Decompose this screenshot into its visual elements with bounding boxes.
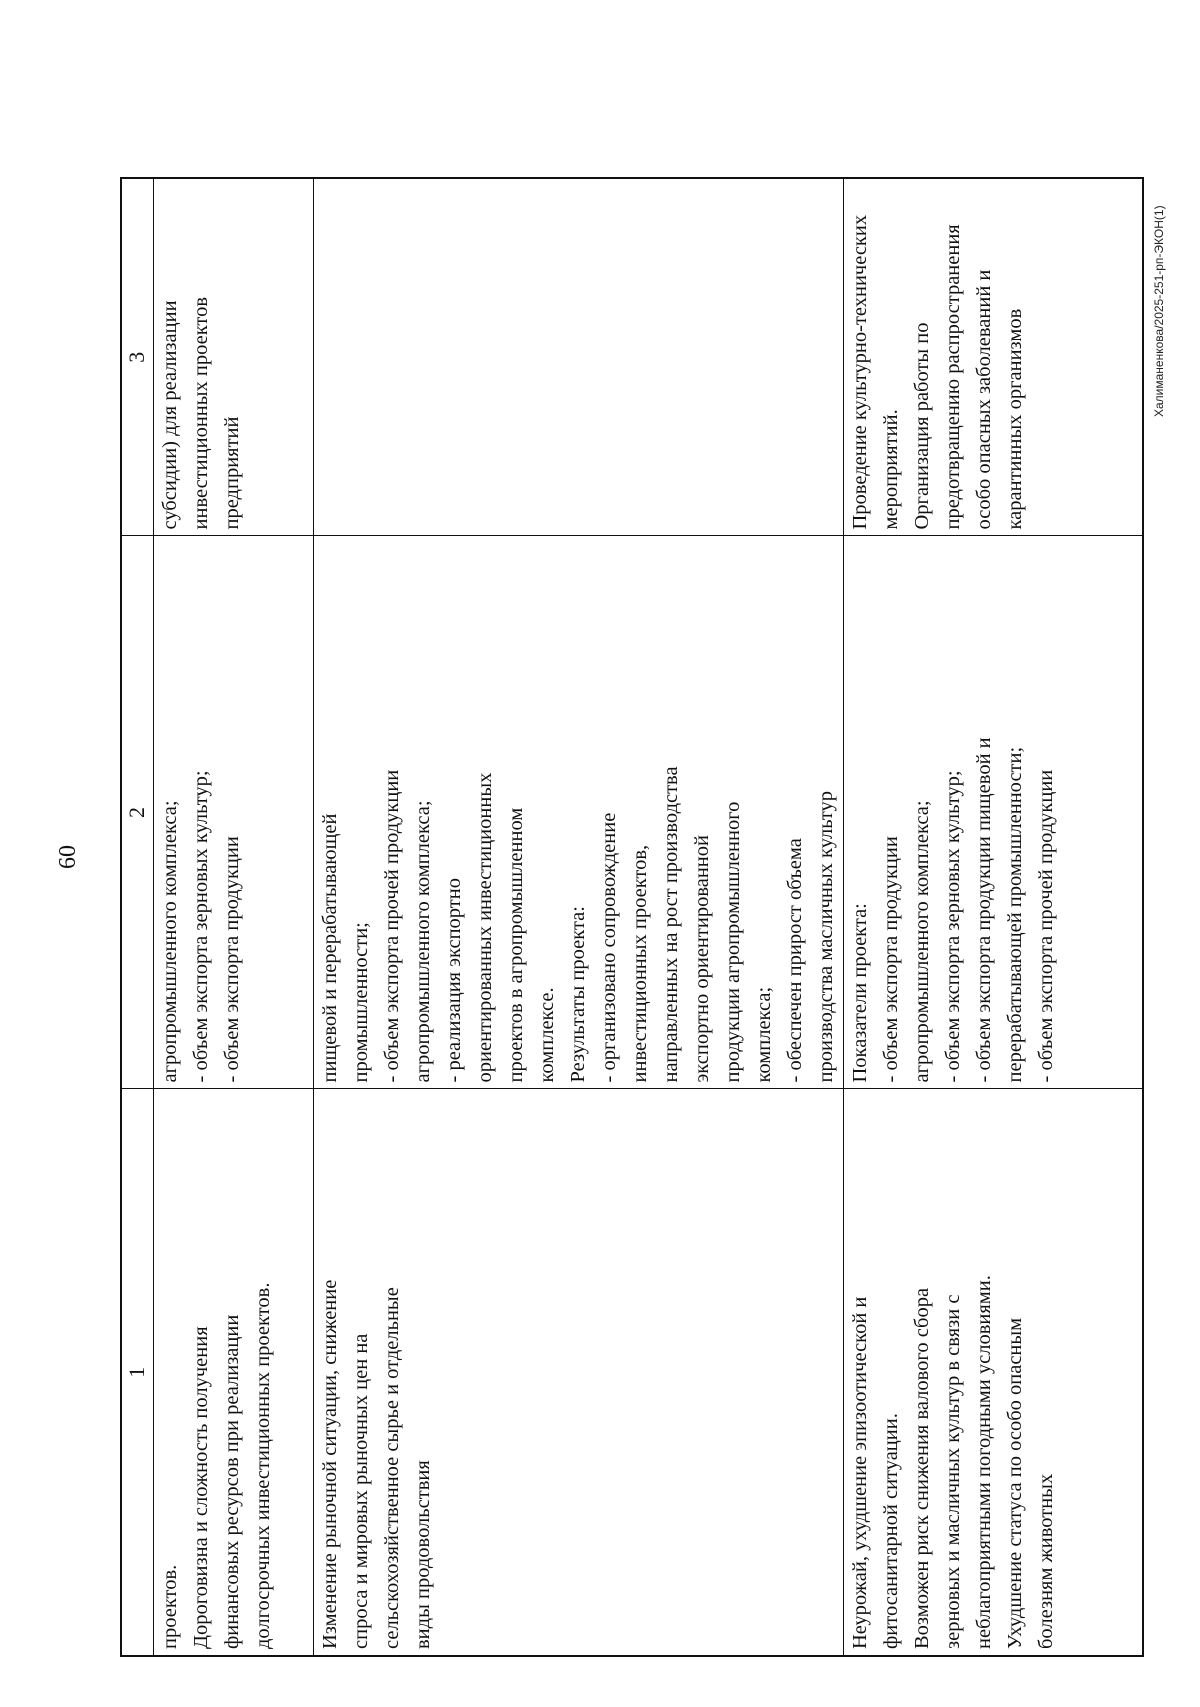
column-header-3: 3 xyxy=(121,178,153,536)
page-number: 60 xyxy=(55,845,81,869)
table-row xyxy=(313,178,843,1656)
text-line: предотвращению распространения xyxy=(941,224,964,530)
risk-description-cell xyxy=(843,1089,1143,1656)
text-line: зерновых и масличных культур в связи с xyxy=(941,1294,964,1649)
text-line: агропромышленного комплекса; xyxy=(411,800,434,1083)
text-line: спроса и мировых рыночных цен на xyxy=(349,1333,372,1649)
text-line: Изменение рыночной ситуации, снижение xyxy=(318,1279,341,1649)
text-line: направленных на рост производства xyxy=(659,766,682,1083)
text-line: Ухудшение статуса по особо опасным xyxy=(1003,1317,1026,1649)
text-line: - объем экспорта продукции xyxy=(879,836,902,1083)
text-line: продукции агропромышленного xyxy=(721,801,744,1083)
text-line: субсидии) для реализации xyxy=(158,300,181,530)
table-row xyxy=(843,178,1143,1656)
text-line: проектов. xyxy=(158,1564,181,1649)
text-line: Показатели проекта: xyxy=(848,903,871,1083)
measures-cell xyxy=(843,178,1143,536)
indicators-cell xyxy=(153,536,313,1089)
text-line: финансовых ресурсов при реализации xyxy=(220,1314,243,1649)
text-line: - реализация экспортно xyxy=(442,878,465,1083)
text-line: - объем экспорта зерновых культур; xyxy=(189,770,212,1083)
text-line: карантинных организмов xyxy=(1003,308,1026,530)
text-line: Возможен риск снижения валового сбора xyxy=(910,1287,933,1649)
text-line: - организовано сопровождение xyxy=(597,812,620,1083)
text-line: - обеспечен прирост объема xyxy=(783,838,806,1083)
text-line: комплексе. xyxy=(535,987,558,1083)
text-line: экспортно ориентированной xyxy=(690,835,713,1083)
text-line: Организация работы по xyxy=(910,322,933,530)
text-line: виды продовольствия xyxy=(411,1460,434,1649)
text-line: особо опасных заболеваний и xyxy=(972,269,995,530)
risk-table xyxy=(120,177,1144,1657)
risk-description-cell xyxy=(153,1089,313,1656)
risk-description-cell xyxy=(313,1089,843,1656)
text-line: перерабатывающей промышленности; xyxy=(1003,746,1026,1083)
text-line: мероприятий. xyxy=(879,409,902,530)
text-line: - объем экспорта продукции xyxy=(220,836,243,1083)
text-line: - объем экспорта зерновых культур; xyxy=(941,770,964,1083)
text-line: ориентированных инвестиционных xyxy=(473,772,496,1083)
text-line: агропромышленного комплекса; xyxy=(910,800,933,1083)
text-line: Проведение культурно-технических xyxy=(848,214,871,530)
text-line: инвестиционных проектов, xyxy=(628,844,651,1083)
text-line: болезням животных xyxy=(1034,1473,1057,1649)
measures-cell xyxy=(313,178,843,536)
text-line: неблагоприятными погодными условиями. xyxy=(972,1275,995,1649)
text-line: пищевой и перерабатывающей xyxy=(318,813,341,1083)
column-header-2: 2 xyxy=(121,536,153,1089)
text-line: Дороговизна и сложность получения xyxy=(189,1326,212,1649)
text-line: комплекса; xyxy=(752,986,775,1083)
text-line: агропромышленного комплекса; xyxy=(158,800,181,1083)
text-line: инвестиционных проектов xyxy=(189,296,212,530)
table-header-row xyxy=(121,178,153,1656)
text-line: сельскохозяйственное сырье и отдельные xyxy=(380,1287,403,1649)
text-line: Результаты проекта: xyxy=(566,906,589,1083)
text-line: фитосанитарной ситуации. xyxy=(879,1413,902,1649)
text-line: проектов в агропромышленном xyxy=(504,807,527,1083)
column-header-1: 1 xyxy=(121,1089,153,1656)
text-line: долгосрочных инвестиционных проектов. xyxy=(251,1282,274,1649)
measures-cell xyxy=(153,178,313,536)
document-id-footer: Халиманенкова/2025-251-рп-ЭКОН(1) xyxy=(1152,205,1166,417)
text-line: производства масличных культур xyxy=(814,790,837,1083)
text-line: - объем экспорта прочей продукции xyxy=(380,769,403,1083)
text-line: предприятий xyxy=(220,416,243,530)
text-line: Неурожай, ухудшение эпизоотической и xyxy=(848,1296,871,1649)
text-line: - объем экспорта прочей продукции xyxy=(1034,769,1057,1083)
text-line: - объем экспорта продукции пищевой и xyxy=(972,737,995,1083)
table-row xyxy=(153,178,313,1656)
indicators-cell xyxy=(313,536,843,1089)
text-line: промышленности; xyxy=(349,922,372,1083)
indicators-cell xyxy=(843,536,1143,1089)
